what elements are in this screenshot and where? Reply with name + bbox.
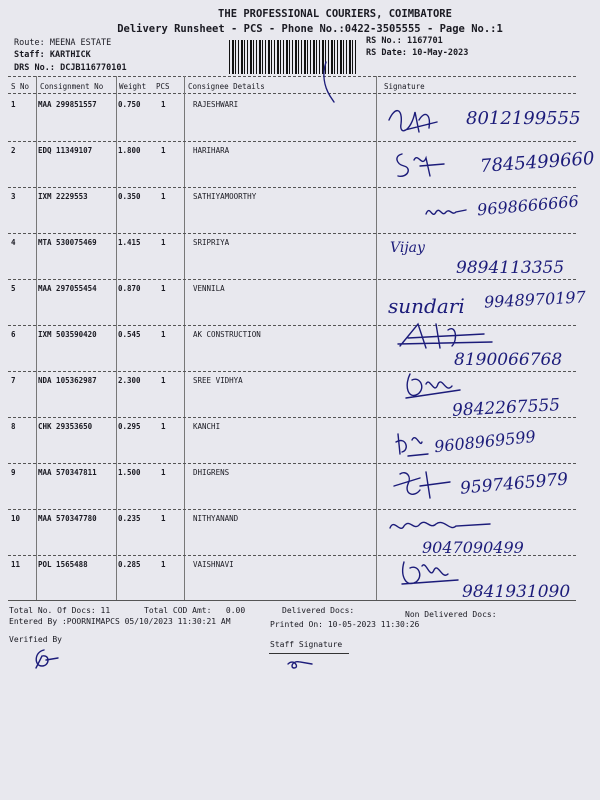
pen-mark-scribble [316, 60, 336, 104]
row-consignment: MAA 570347811 [38, 468, 97, 477]
row-rule [8, 371, 576, 372]
row-pcs: 1 [161, 422, 166, 431]
row-consignment: CHK 29353650 [38, 422, 93, 431]
col-divider [376, 76, 377, 600]
staff-signature-rule [269, 653, 349, 654]
signature-phone: 8190066768 [454, 350, 563, 370]
row-weight: 0.750 [118, 100, 141, 109]
table-header-rule [8, 93, 576, 94]
row-rule [8, 463, 576, 464]
row-consignment: POL 1565488 [38, 560, 88, 569]
signature-phone: 9842267555 [451, 395, 561, 421]
row-weight: 0.295 [118, 422, 141, 431]
col-header-consignment: Consignment No [40, 82, 104, 91]
row-pcs: 1 [161, 238, 166, 247]
row-consignee: RAJESHWARI [193, 100, 239, 109]
signature-scribble [398, 556, 462, 590]
printed-on-line [270, 620, 419, 629]
row-sno: 5 [11, 284, 16, 293]
drs-value: DCJB116770101 [60, 63, 127, 73]
row-weight: 0.870 [118, 284, 141, 293]
row-consignee: AK CONSTRUCTION [193, 330, 261, 339]
row-consignee: SREE VIDHYA [193, 376, 243, 385]
drs-line [14, 63, 127, 73]
rs-no-label: RS No.: [366, 36, 402, 46]
barcode [229, 40, 357, 74]
row-consignment: EDQ 11349107 [38, 146, 93, 155]
row-weight: 0.350 [118, 192, 141, 201]
row-pcs: 1 [161, 560, 166, 569]
signature-phone: 9608969599 [433, 426, 537, 457]
staff-signature-scribble [286, 656, 316, 672]
signature-phone: 9597465979 [459, 469, 569, 499]
row-pcs: 1 [161, 192, 166, 201]
row-consignee: HARIHARA [193, 146, 230, 155]
row-consignee: VAISHNAVI [193, 560, 234, 569]
row-weight: 0.235 [118, 514, 141, 523]
row-pcs: 1 [161, 514, 166, 523]
printed-on-label: Printed On: [270, 620, 323, 629]
row-sno: 4 [11, 238, 16, 247]
row-consignee: DHIGRENS [193, 468, 230, 477]
row-consignee: VENNILA [193, 284, 225, 293]
row-weight: 1.415 [118, 238, 141, 247]
row-consignee: KANCHI [193, 422, 221, 431]
route-value: MEENA ESTATE [49, 38, 112, 48]
row-sno: 8 [11, 422, 16, 431]
row-sno: 11 [11, 560, 21, 569]
verified-by-label: Verified By [9, 635, 62, 644]
signature-word: sundari [388, 294, 465, 318]
row-consignment: MAA 297055454 [38, 284, 97, 293]
rs-no-line [366, 36, 443, 46]
route-label: Route: [14, 38, 45, 48]
row-sno: 1 [11, 100, 16, 109]
signature-scribble [392, 430, 432, 460]
row-consignment: MAA 299851557 [38, 100, 97, 109]
staff-value: KARTHICK [49, 50, 91, 60]
rs-date-line [366, 48, 468, 58]
row-weight: 1.800 [118, 146, 141, 155]
staff-signature-label: Staff Signature [270, 640, 343, 649]
signature-phone: 9948970197 [483, 287, 587, 312]
table-top-rule [8, 76, 576, 77]
row-sno: 10 [11, 514, 21, 523]
row-consignee: SATHIYAMOORTHY [193, 192, 257, 201]
signature-scribble [424, 202, 470, 224]
signature-scribble [390, 468, 456, 502]
row-consignment: IXM 2229553 [38, 192, 88, 201]
signature-scribble [396, 320, 496, 354]
col-header-consignee: Consignee Details [188, 82, 265, 91]
row-rule [8, 187, 576, 188]
row-rule [8, 233, 576, 234]
row-consignee: NITHYANAND [193, 514, 239, 523]
signature-phone: 7845499660 [479, 148, 596, 177]
footer-cod [144, 606, 245, 615]
row-weight: 1.500 [118, 468, 141, 477]
total-cod-value: 0.00 [225, 606, 246, 615]
delivered-docs-label: Delivered Docs: [282, 606, 355, 615]
signature-scribble [392, 148, 452, 182]
col-divider [184, 76, 185, 600]
row-consignment: MAA 570347780 [38, 514, 97, 523]
staff-line [14, 50, 91, 60]
row-pcs: 1 [161, 376, 166, 385]
row-consignment: MTA 530075469 [38, 238, 97, 247]
row-sno: 2 [11, 146, 16, 155]
verifier-signature-scribble [30, 646, 60, 670]
runsheet-subtitle: Delivery Runsheet - PCS - Phone No.:0422-3505555 - Page No.:1 [117, 23, 503, 35]
row-consignee: SRIPRIYA [193, 238, 230, 247]
signature-phone: 9047090499 [422, 538, 524, 557]
col-header-weight: Weight [119, 82, 147, 91]
row-pcs: 1 [161, 100, 166, 109]
row-sno: 3 [11, 192, 16, 201]
row-rule [8, 279, 576, 280]
col-divider [116, 76, 117, 600]
row-weight: 0.545 [118, 330, 141, 339]
entered-by-line [9, 617, 231, 626]
signature-scribble [385, 102, 445, 142]
row-sno: 7 [11, 376, 16, 385]
rs-no-value: 1167701 [406, 36, 443, 46]
row-sno: 6 [11, 330, 16, 339]
row-pcs: 1 [161, 284, 166, 293]
staff-label: Staff: [14, 50, 45, 60]
route-line [14, 38, 111, 48]
signature-phone: 9698666666 [476, 191, 580, 220]
row-sno: 9 [11, 468, 16, 477]
col-header-pcs: PCS [156, 82, 170, 91]
row-weight: 0.285 [118, 560, 141, 569]
printed-on-value: 10-05-2023 11:30:26 [327, 620, 420, 629]
row-weight: 2.300 [118, 376, 141, 385]
entered-by-value: POORNIMAPCS 05/10/2023 11:30:21 AM [66, 617, 231, 626]
company-title: THE PROFESSIONAL COURIERS, COIMBATORE [218, 8, 452, 20]
col-header-signature: Signature [384, 82, 425, 91]
row-rule [8, 509, 576, 510]
signature-word: Vijay [390, 240, 425, 256]
non-delivered-docs-label: Non Delivered Docs: [405, 610, 497, 619]
total-docs-value: 11 [100, 606, 111, 615]
entered-by-label: Entered By : [9, 617, 67, 626]
rs-date-value: 10-May-2023 [412, 48, 469, 58]
row-consignment: IXM 503590420 [38, 330, 97, 339]
col-header-sno: S No [11, 82, 30, 91]
row-consignment: NDA 105362987 [38, 376, 97, 385]
signature-phone: 9841931090 [462, 582, 571, 602]
signature-scribble [402, 370, 466, 404]
total-cod-label: Total COD Amt: [144, 606, 212, 615]
footer-totals [9, 606, 110, 615]
drs-label: DRS No.: [14, 63, 55, 73]
row-pcs: 1 [161, 146, 166, 155]
row-pcs: 1 [161, 330, 166, 339]
rs-date-label: RS Date: [366, 48, 407, 58]
total-docs-label: Total No. Of Docs: [9, 606, 96, 615]
row-rule [8, 141, 576, 142]
signature-phone: 9894113355 [456, 258, 565, 278]
signature-scribble [386, 514, 496, 538]
row-pcs: 1 [161, 468, 166, 477]
signature-phone: 8012199555 [466, 108, 581, 129]
col-divider [36, 76, 37, 600]
